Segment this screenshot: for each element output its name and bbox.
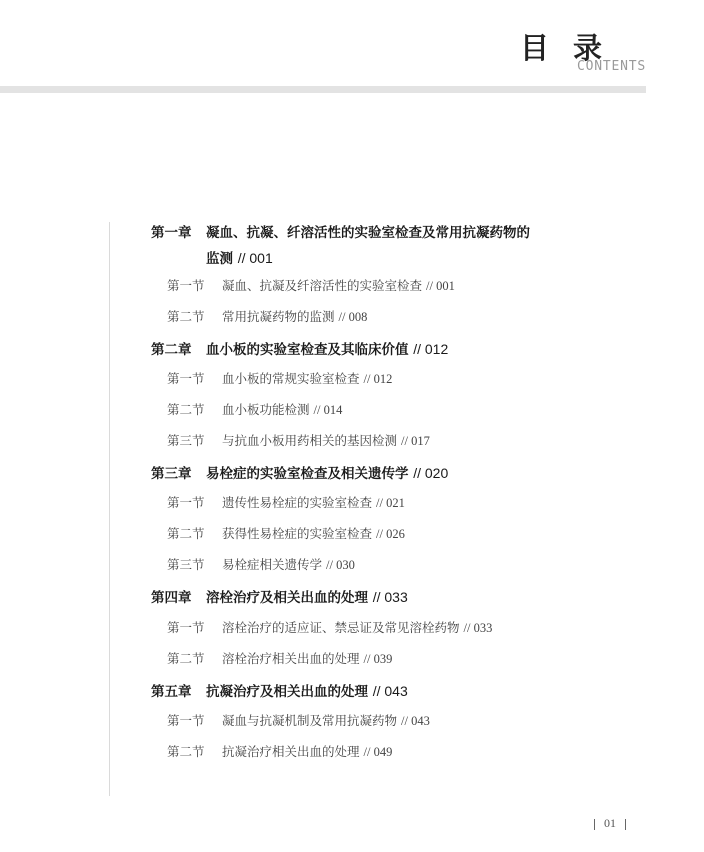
section-title: 血小板功能检测 — [222, 402, 310, 417]
chapter-page: // 001 — [237, 250, 273, 266]
section-number: 第一节 — [167, 371, 205, 386]
section-page: // 039 — [363, 652, 393, 666]
toc-section-4-2[interactable] — [167, 649, 392, 667]
section-page: // 049 — [363, 745, 393, 759]
section-title: 血小板的常规实验室检查 — [222, 371, 360, 386]
toc-section-2-2[interactable] — [167, 400, 342, 418]
section-page: // 012 — [363, 372, 393, 386]
chapter-title: 血小板的实验室检查及其临床价值 — [206, 342, 409, 358]
section-title: 遗传性易栓症的实验室检查 — [222, 495, 373, 510]
page-subtitle: CONTENTS — [577, 59, 647, 74]
chapter-page: // 033 — [372, 589, 408, 605]
section-number: 第三节 — [167, 433, 205, 448]
toc-section-1-1[interactable] — [167, 276, 455, 294]
section-number: 第二节 — [167, 309, 205, 324]
chapter-number: 第四章 — [151, 590, 192, 606]
chapter-number: 第五章 — [151, 684, 192, 700]
section-title: 常用抗凝药物的监测 — [222, 309, 335, 324]
chapter-page: // 012 — [413, 341, 449, 357]
chapter-title: 凝血、抗凝、纤溶活性的实验室检查及常用抗凝药物的 — [206, 225, 530, 241]
toc-section-2-3[interactable] — [167, 431, 430, 449]
footer-right-bar — [625, 819, 626, 830]
footer-left-bar — [594, 819, 595, 830]
toc-section-3-1[interactable] — [167, 493, 405, 511]
section-number: 第一节 — [167, 620, 205, 635]
section-page: // 033 — [463, 621, 493, 635]
page-footer — [594, 816, 626, 831]
section-title: 凝血、抗凝及纤溶活性的实验室检查 — [222, 278, 423, 293]
chapter-title: 抗凝治疗及相关出血的处理 — [206, 684, 368, 700]
section-page: // 021 — [376, 496, 405, 510]
toc-chapter-4[interactable] — [151, 586, 408, 606]
section-page: // 014 — [313, 403, 343, 417]
chapter-page: // 020 — [413, 465, 449, 481]
section-number: 第三节 — [167, 557, 205, 572]
section-page: // 026 — [376, 527, 405, 541]
section-number: 第二节 — [167, 402, 205, 417]
section-title: 凝血与抗凝机制及常用抗凝药物 — [222, 713, 398, 728]
toc-section-5-2[interactable] — [167, 742, 392, 760]
section-number: 第一节 — [167, 495, 205, 510]
toc-chapter-1[interactable] — [151, 221, 530, 267]
toc-section-3-3[interactable] — [167, 555, 355, 573]
page-title: 目录 — [520, 31, 627, 65]
toc-section-3-2[interactable] — [167, 524, 405, 542]
section-page: // 043 — [401, 714, 430, 728]
section-title: 易栓症相关遗传学 — [222, 557, 323, 572]
section-title: 获得性易栓症的实验室检查 — [222, 526, 373, 541]
chapter-title: 溶栓治疗及相关出血的处理 — [206, 590, 368, 606]
chapter-title-continued: 监测 — [206, 251, 233, 267]
toc-section-2-1[interactable] — [167, 369, 392, 387]
section-title: 溶栓治疗的适应证、禁忌证及常见溶栓药物 — [222, 620, 460, 635]
section-page: // 017 — [401, 434, 430, 448]
section-page: // 030 — [326, 558, 355, 572]
toc-section-5-1[interactable] — [167, 711, 430, 729]
toc-chapter-2[interactable] — [151, 338, 448, 358]
section-title: 溶栓治疗相关出血的处理 — [222, 651, 360, 666]
section-number: 第一节 — [167, 713, 205, 728]
chapter-number: 第二章 — [151, 342, 192, 358]
section-number: 第二节 — [167, 744, 205, 759]
section-title: 与抗血小板用药相关的基因检测 — [222, 433, 398, 448]
section-page: // 001 — [426, 279, 455, 293]
page-number: 01 — [604, 816, 616, 830]
section-number: 第一节 — [167, 278, 205, 293]
chapter-number: 第三章 — [151, 466, 192, 482]
section-number: 第二节 — [167, 526, 205, 541]
chapter-page: // 043 — [372, 683, 408, 699]
toc-chapter-5[interactable] — [151, 680, 408, 700]
section-title: 抗凝治疗相关出血的处理 — [222, 744, 360, 759]
chapter-title: 易栓症的实验室检查及相关遗传学 — [206, 466, 409, 482]
section-page: // 008 — [338, 310, 368, 324]
chapter-number: 第一章 — [151, 225, 192, 241]
toc-chapter-3[interactable] — [151, 462, 448, 482]
toc-section-4-1[interactable] — [167, 618, 492, 636]
section-number: 第二节 — [167, 651, 205, 666]
toc-section-1-2[interactable] — [167, 307, 367, 325]
